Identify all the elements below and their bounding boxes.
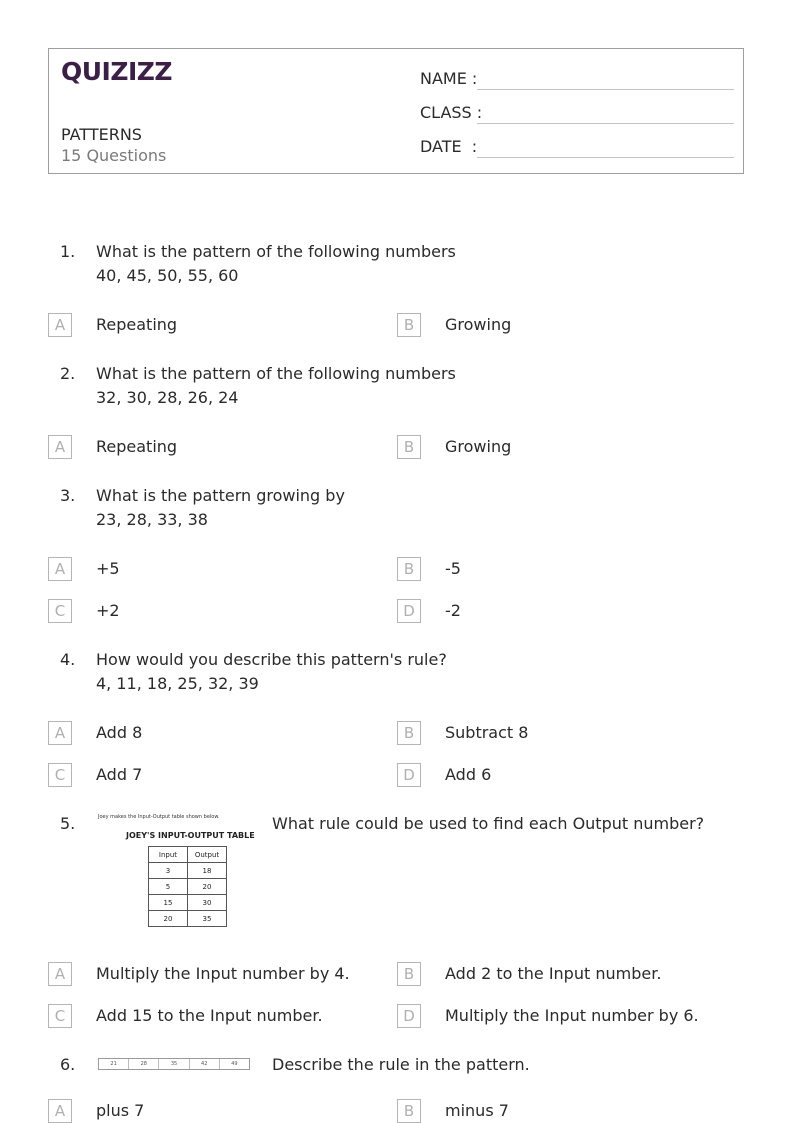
option-letter-box[interactable]: C bbox=[48, 599, 72, 623]
pattern-number: 49 bbox=[231, 1061, 238, 1067]
table-cell: 20 bbox=[188, 879, 227, 895]
option-text: Multiply the Input number by 4. bbox=[96, 964, 350, 983]
option-letter-box[interactable]: A bbox=[48, 1099, 72, 1123]
table-cell: 3 bbox=[149, 863, 188, 879]
question-sequence: 4, 11, 18, 25, 32, 39 bbox=[96, 674, 259, 693]
table-row bbox=[149, 911, 227, 927]
question-number: 4. bbox=[60, 650, 76, 669]
option-text: +5 bbox=[96, 559, 120, 578]
table-cell: 35 bbox=[188, 911, 227, 927]
question-text: What is the pattern of the following numbers bbox=[96, 364, 456, 383]
option-letter-box[interactable]: C bbox=[48, 1004, 72, 1028]
question-text: Describe the rule in the pattern. bbox=[272, 1055, 530, 1074]
option-letter-box[interactable]: B bbox=[397, 435, 421, 459]
date-field[interactable] bbox=[420, 137, 734, 161]
option-text: Growing bbox=[445, 315, 512, 334]
pattern-number: 35 bbox=[159, 1059, 189, 1069]
input-output-table-image bbox=[98, 814, 254, 936]
question-count: 15 Questions bbox=[61, 146, 167, 165]
input-output-table bbox=[148, 846, 227, 927]
option-letter-box[interactable]: A bbox=[48, 435, 72, 459]
pattern-number: 42 bbox=[190, 1059, 220, 1069]
question-text: What is the pattern of the following numbers bbox=[96, 242, 456, 261]
option-letter-box[interactable]: A bbox=[48, 313, 72, 337]
option-text: Add 6 bbox=[445, 765, 492, 784]
option-letter-box[interactable]: D bbox=[397, 599, 421, 623]
option-letter-box[interactable]: A bbox=[48, 721, 72, 745]
table-cell: 30 bbox=[188, 895, 227, 911]
option-letter-box[interactable]: C bbox=[48, 763, 72, 787]
worksheet-header bbox=[48, 48, 744, 174]
question-number: 1. bbox=[60, 242, 76, 261]
class-label: CLASS : bbox=[420, 103, 483, 122]
question-number: 3. bbox=[60, 486, 76, 505]
question-text: What is the pattern growing by bbox=[96, 486, 345, 505]
option-text: +2 bbox=[96, 601, 120, 620]
date-line[interactable] bbox=[477, 157, 734, 158]
option-letter-box[interactable]: B bbox=[397, 1099, 421, 1123]
question-sequence: 23, 28, 33, 38 bbox=[96, 510, 208, 529]
pattern-number: 21 bbox=[99, 1059, 129, 1069]
option-text: Multiply the Input number by 6. bbox=[445, 1006, 699, 1025]
option-letter-box[interactable]: A bbox=[48, 962, 72, 986]
table-cell: 5 bbox=[149, 879, 188, 895]
table-cell: 18 bbox=[188, 863, 227, 879]
question-sequence: 32, 30, 28, 26, 24 bbox=[96, 388, 239, 407]
table-caption: Joey makes the Input-Output table shown below. bbox=[98, 814, 220, 820]
option-text: Add 2 to the Input number. bbox=[445, 964, 662, 983]
option-text: Add 7 bbox=[96, 765, 143, 784]
table-header-row bbox=[149, 847, 227, 863]
date-label: DATE : bbox=[420, 137, 478, 156]
table-row bbox=[149, 863, 227, 879]
name-line[interactable] bbox=[477, 89, 734, 90]
option-text: minus 7 bbox=[445, 1101, 509, 1120]
option-text: Add 8 bbox=[96, 723, 143, 742]
name-field[interactable] bbox=[420, 69, 734, 93]
question-sequence: 40, 45, 50, 55, 60 bbox=[96, 266, 239, 285]
option-letter-box[interactable]: B bbox=[397, 557, 421, 581]
option-text: Repeating bbox=[96, 437, 178, 456]
question-number: 2. bbox=[60, 364, 76, 383]
option-text: Repeating bbox=[96, 315, 178, 334]
class-line[interactable] bbox=[477, 123, 734, 124]
question-text: How would you describe this pattern's rule? bbox=[96, 650, 447, 669]
option-text: Growing bbox=[445, 437, 512, 456]
question-text: What rule could be used to find each Output number? bbox=[272, 814, 705, 833]
option-letter-box[interactable]: D bbox=[397, 763, 421, 787]
option-letter-box[interactable]: B bbox=[397, 313, 421, 337]
option-letter-box[interactable]: B bbox=[397, 721, 421, 745]
pattern-number: 28 bbox=[129, 1059, 159, 1069]
name-label: NAME : bbox=[420, 69, 478, 88]
quizizz-logo: QUIZIZZ bbox=[61, 57, 173, 86]
worksheet-title: PATTERNS bbox=[61, 125, 142, 144]
option-text: Add 15 to the Input number. bbox=[96, 1006, 323, 1025]
class-field[interactable] bbox=[420, 103, 734, 127]
table-row bbox=[149, 879, 227, 895]
question-number: 6. bbox=[60, 1055, 76, 1074]
option-text: plus 7 bbox=[96, 1101, 145, 1120]
header-output: Output bbox=[188, 847, 227, 863]
table-cell: 15 bbox=[149, 895, 188, 911]
table-cell: 20 bbox=[149, 911, 188, 927]
table-title: JOEY'S INPUT-OUTPUT TABLE bbox=[126, 831, 255, 840]
question-number: 5. bbox=[60, 814, 76, 833]
number-pattern-image bbox=[98, 1058, 250, 1070]
option-letter-box[interactable]: A bbox=[48, 557, 72, 581]
option-letter-box[interactable]: D bbox=[397, 1004, 421, 1028]
header-input: Input bbox=[149, 847, 188, 863]
option-text: -5 bbox=[445, 559, 461, 578]
option-text: Subtract 8 bbox=[445, 723, 529, 742]
table-row bbox=[149, 895, 227, 911]
option-text: -2 bbox=[445, 601, 461, 620]
option-letter-box[interactable]: B bbox=[397, 962, 421, 986]
